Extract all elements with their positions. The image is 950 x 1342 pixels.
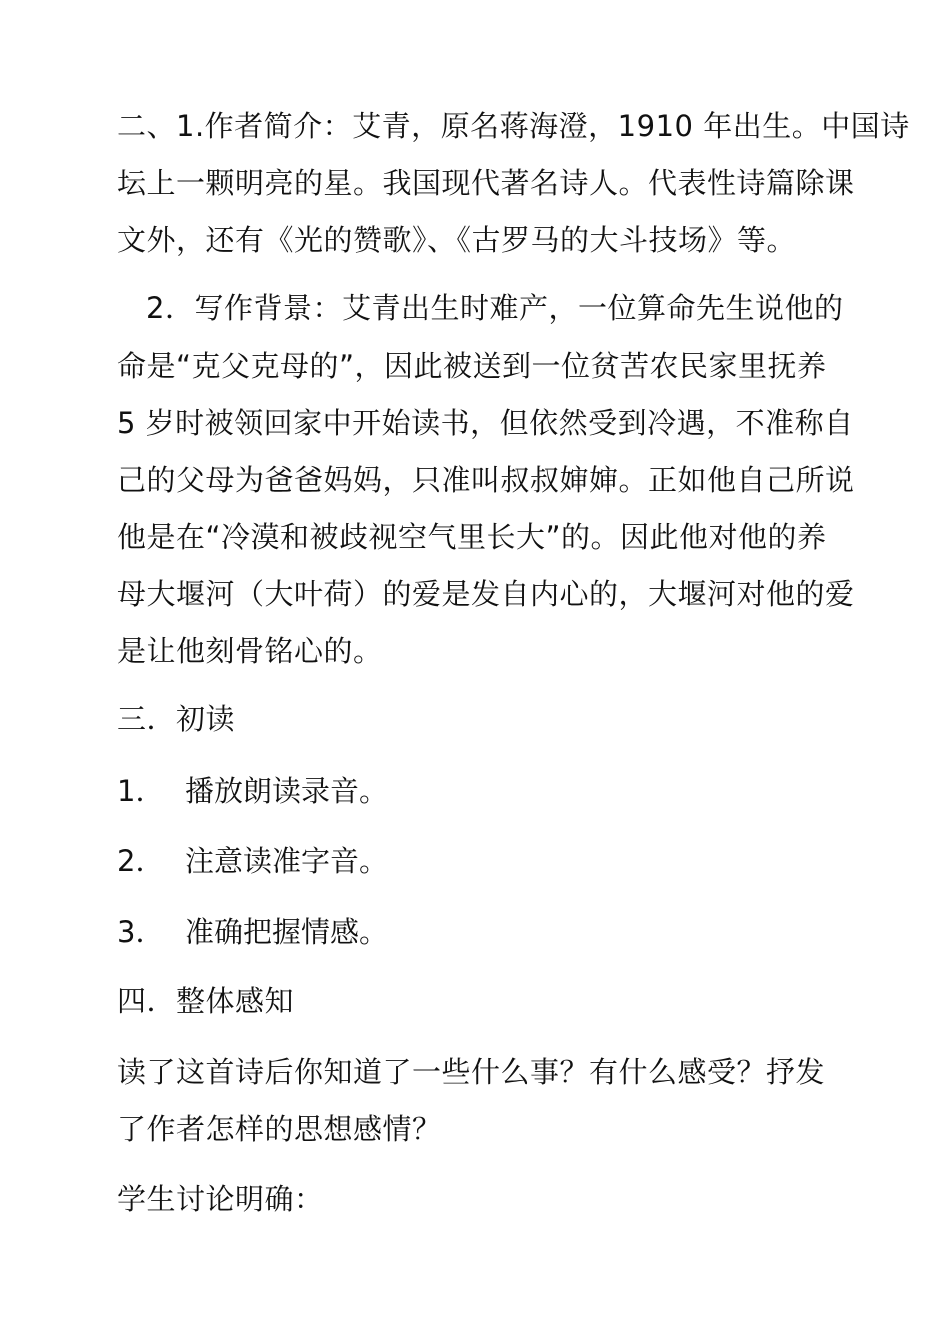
author-intro-line-2: 坛上一颗明亮的星。我国现代著名诗人。代表性诗篇除课 <box>117 166 855 200</box>
background-line-7: 是让他刻骨铭心的。 <box>117 634 383 668</box>
list-item <box>117 912 388 952</box>
question-line-2: 了作者怎样的思想感情？ <box>117 1112 442 1146</box>
background-line-5: 他是在“冷漠和被歧视空气里长大”的。因此他对他的养 <box>117 520 827 554</box>
question-line-1: 读了这首诗后你知道了一些什么事？有什么感受？抒发 <box>117 1055 826 1089</box>
list-item-number: 1． <box>117 774 165 808</box>
list-item-text: 准确把握情感。 <box>185 915 389 949</box>
background-line-2: 命是“克父克母的”，因此被送到一位贫苦农民家里抚养 <box>117 349 827 383</box>
background-line-3: 5 岁时被领回家中开始读书，但依然受到冷遇，不准称自 <box>117 406 854 440</box>
discussion-label: 学生讨论明确： <box>117 1182 324 1216</box>
section-heading-first-reading: 三．初读 <box>117 702 236 736</box>
author-intro-line-1: 二、1.作者简介：艾青，原名蒋海澄，1910 年出生。中国诗 <box>117 109 910 143</box>
section-heading-overall-perception: 四．整体感知 <box>117 984 295 1018</box>
list-item-text: 注意读准字音。 <box>185 844 389 878</box>
list-item-number: 2． <box>117 844 165 878</box>
list-item-number: 3． <box>117 915 165 949</box>
author-intro-line-3: 文外，还有《光的赞歌》、《古罗马的大斗技场》等。 <box>117 223 797 257</box>
list-item <box>117 841 388 881</box>
background-line-1: 2．写作背景：艾青出生时难产，一位算命先生说他的 <box>146 291 844 325</box>
background-line-4: 己的父母为爸爸妈妈，只准叫叔叔婶婶。正如他自己所说 <box>117 463 855 497</box>
list-item-text: 播放朗读录音。 <box>185 774 389 808</box>
background-line-6: 母大堰河（大叶荷）的爱是发自内心的，大堰河对他的爱 <box>117 577 855 611</box>
list-item <box>117 771 388 811</box>
